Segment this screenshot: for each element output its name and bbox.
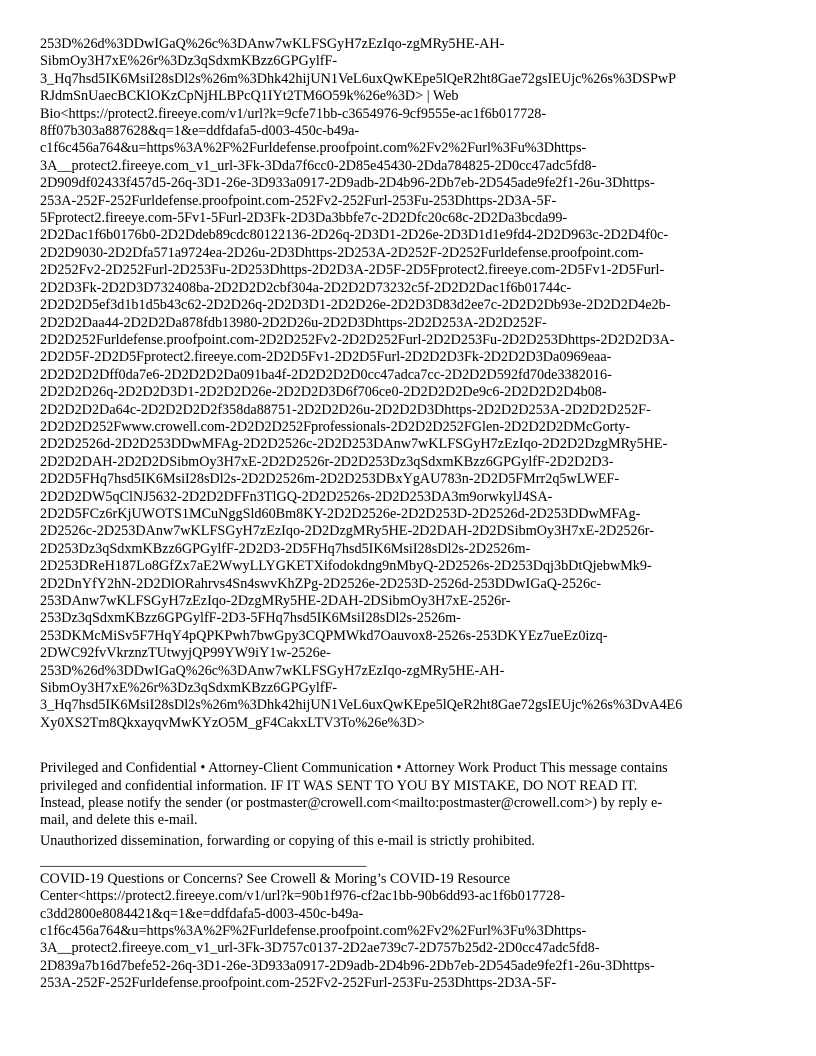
- confidentiality-notice: [40, 760, 776, 830]
- text-line: 8ff07b303a887628&q=1&e=ddfdafa5-d003-450c-b49a-: [40, 123, 360, 140]
- text-line: 2D252Fv2-2D252Furl-2D253Fu-2D253Dhttps-2D2D3A-2D5F-2D5Fprotect2.fireeye.com-2D5Fv1-2D5Furl-: [40, 262, 665, 279]
- text-line: 2D2D5FCz6rKjUWOTS1MCuNggSld60Bm8KY-2D2D2526e-2D2D253D-2D2526d-2D253DDwMFAg-: [40, 505, 641, 522]
- text-line: 3A__protect2.fireeye.com_v1_url-3Fk-3D757c0137-2D2ae739c7-2D757b25d2-2D0cc47adc5fd8-: [40, 940, 600, 957]
- text-line: 2D2526c-2D253DAnw7wKLFSGyH7zEzIqo-2D2DzgMRy5HE-2D2DAH-2D2DSibmOy3H7xE-2D2526r-: [40, 523, 654, 540]
- text-line: Center<https://protect2.fireeye.com/v1/url?k=90b1f976-cf2ac1bb-90b6dd93-ac1f6b017728-: [40, 888, 566, 905]
- text-line: SibmOy3H7xE%26r%3Dz3qSdxmKBzz6GPGylfF-: [40, 680, 338, 697]
- text-line: privileged and confidential information. IF IT WAS SENT TO YOU BY MISTAKE, DO NOT READ IT.: [40, 777, 638, 794]
- text-line: 253DAnw7wKLFSGyH7zEzIqo-2DzgMRy5HE-2DAH-2DSibmOy3H7xE-2526r-: [40, 593, 511, 609]
- text-line: c3dd2800e8084421&q=1&e=ddfdafa5-d003-450c-b49a-: [40, 905, 364, 922]
- underscore-divider: ______________________________________________: [40, 853, 367, 870]
- text-line: 2D2D2D5ef3d1b1d5b43c62-2D2D26q-2D2D3D1-2D2D26e-2D2D3D83d2ee7c-2D2D2Db93e-2D2D2D4e2b-: [40, 297, 671, 314]
- text-line: 253A-252F-252Furldefense.proofpoint.com-252Fv2-252Furl-253Fu-253Dhttps-2D3A-5F-: [40, 192, 557, 209]
- text-line: c1f6c456a764&u=https%3A%2F%2Furldefense.proofpoint.com%2Fv2%2Furl%3Fu%3Dhttps-: [40, 140, 587, 157]
- text-line: mail, and delete this e-mail.: [40, 812, 198, 829]
- text-line: 2D253DReH187Lo8GfZx7aE2WwyLLYGKETXifodokdng9nMbyQ-2D2526s-2D253Dqj3bDtQjebwMk9-: [40, 558, 652, 575]
- text-line: 3_Hq7hsd5IK6MsiI28sDl2s%26m%3Dhk42hijUN1VeL6uxQwKEpe5lQeR2ht8Gae72gsIEUjc%26s%3DvA4E6: [40, 697, 683, 714]
- text-line: Bio<https://protect2.fireeye.com/v1/url?k=9cfe71bb-c3654976-9cf9555e-ac1f6b017728-: [40, 105, 547, 122]
- text-line: 2D2D2Daa44-2D2D2Da878fdb13980-2D2D26u-2D2D3Dhttps-2D2D253A-2D2D252F-: [40, 314, 547, 331]
- covid-resource-notice: [40, 871, 776, 993]
- text-line: 2D2D2526d-2D2D253DDwMFAg-2D2D2526c-2D2D253DAnw7wKLFSGyH7zEzIqo-2D2D2DzgMRy5HE-: [40, 436, 668, 453]
- text-line: 2D2D2D2Dff0da7e6-2D2D2D2Da091ba4f-2D2D2D2D0cc47adca7cc-2D2D2D592fd70de3382016-: [40, 366, 612, 383]
- text-line: 2D2D5F-2D2D5Fprotect2.fireeye.com-2D2D5Fv1-2D2D5Furl-2D2D2D3Fk-2D2D2D3Da0969eaa-: [40, 349, 612, 366]
- encoded-url-block: [40, 36, 776, 732]
- unauthorized-notice: [40, 833, 776, 850]
- text-line: 2D2DnYfY2hN-2D2DlORahrvs4Sn4swvKhZPg-2D2526e-2D253D-2526d-253DDwIGaQ-2526c-: [40, 575, 602, 592]
- text-line: 2D2D2D252Fwww.crowell.com-2D2D2D252Fprofessionals-2D2D2D252FGlen-2D2D2D2DMcGorty-: [40, 418, 631, 435]
- text-line: 5Fprotect2.fireeye.com-5Fv1-5Furl-2D3Fk-2D3Da3bbfe7c-2D2Dfc20c68c-2D2Da3bcda99-: [40, 210, 568, 227]
- text-line: SibmOy3H7xE%26r%3Dz3qSdxmKBzz6GPGylfF-: [40, 53, 338, 70]
- text-line: COVID-19 Questions or Concerns? See Crowell & Moring’s COVID-19 Resource: [40, 870, 511, 887]
- text-line: Unauthorized dissemination, forwarding or copying of this e-mail is strictly prohibited.: [40, 832, 535, 849]
- text-line: 253A-252F-252Furldefense.proofpoint.com-252Fv2-252Furl-253Fu-253Dhttps-2D3A-5F-: [40, 975, 557, 992]
- text-line: Xy0XS2Tm8QkxayqvMwKYzO5M_gF4CakxLTV3To%26e%3D>: [40, 714, 425, 731]
- text-line: 253D%26d%3DDwIGaQ%26c%3DAnw7wKLFSGyH7zEzIqo-zgMRy5HE-AH-: [40, 36, 505, 52]
- text-line: 3_Hq7hsd5IK6MsiI28sDl2s%26m%3Dhk42hijUN1VeL6uxQwKEpe5lQeR2ht8Gae72gsIEUjc%26s%3DSPwP: [40, 70, 677, 87]
- text-line: 2D2Dac1f6b0176b0-2D2Ddeb89cdc80122136-2D26q-2D3D1-2D26e-2D3D1d1e9fd4-2D2D963c-2D2D4f0c-: [40, 227, 669, 244]
- text-line: 2D909df02433f457d5-26q-3D1-26e-3D933a0917-2D9adb-2D4b96-2Db7eb-2D545ade9fe2f1-26u-3Dhttps-: [40, 175, 655, 192]
- text-line: 2D2D9030-2D2Dfa571a9724ea-2D26u-2D3Dhttps-2D253A-2D252F-2D252Furldefense.proofpoint.com-: [40, 244, 644, 261]
- text-line: 253Dz3qSdxmKBzz6GPGylfF-2D3-5FHq7hsd5IK6MsiI28sDl2s-2526m-: [40, 610, 461, 627]
- text-line: 2D253Dz3qSdxmKBzz6GPGylfF-2D2D3-2D5FHq7hsd5IK6MsiI28sDl2s-2D2526m-: [40, 540, 531, 557]
- text-line: RJdmSnUaecBCKlOKzCpNjHLBPcQ1IYt2TM6O59k%26e%3D> | Web: [40, 88, 459, 105]
- text-line: Instead, please notify the sender (or postmaster@crowell.com<mailto:postmaster@crowell.com>) by reply e-: [40, 795, 663, 812]
- text-line: Privileged and Confidential • Attorney-Client Communication • Attorney Work Product This message contains: [40, 760, 668, 777]
- text-line: 3A__protect2.fireeye.com_v1_url-3Fk-3Dda7f6cc0-2D85e45430-2Dda784825-2D0cc47adc5fd8-: [40, 157, 597, 174]
- text-line: 2D2D2D2Da64c-2D2D2D2D2f358da88751-2D2D2D26u-2D2D2D3Dhttps-2D2D2D253A-2D2D2D252F-: [40, 401, 651, 418]
- text-line: 2D2D252Furldefense.proofpoint.com-2D2D252Fv2-2D2D252Furl-2D2D253Fu-2D2D253Dhttps-2D2D2D3A-: [40, 331, 675, 348]
- text-line: 2DWC92fvVkrznzTUtwyjQP99YW9iY1w-2526e-: [40, 645, 331, 662]
- text-line: 2D2D2DW5qClNJ5632-2D2D2DFFn3TlGQ-2D2D2526s-2D2D253DA3m9orwkylJ4SA-: [40, 488, 553, 505]
- text-line: 2D2D5FHq7hsd5IK6MsiI28sDl2s-2D2D2526m-2D2D253DBxYgAU783n-2D2D5FMrr2q5wLWEF-: [40, 471, 620, 488]
- text-line: 253DKMcMiSv5F7HqY4pQPKPwh7bwGpy3CQPMWkd7Oauvox8-2526s-253DKYEz7ueEz0izq-: [40, 627, 608, 644]
- text-line: 2D2D3Fk-2D2D3D732408ba-2D2D2D2cbf304a-2D2D2D73232c5f-2D2D2Dac1f6b01744c-: [40, 279, 572, 296]
- text-line: c1f6c456a764&u=https%3A%2F%2Furldefense.proofpoint.com%2Fv2%2Furl%3Fu%3Dhttps-: [40, 922, 587, 939]
- text-line: 2D2D2DAH-2D2D2DSibmOy3H7xE-2D2D2526r-2D2D253Dz3qSdxmKBzz6GPGylfF-2D2D2D3-: [40, 453, 614, 470]
- text-line: 253D%26d%3DDwIGaQ%26c%3DAnw7wKLFSGyH7zEzIqo-zgMRy5HE-AH-: [40, 662, 505, 679]
- text-line: 2D839a7b16d7befe52-26q-3D1-26e-3D933a0917-2D9adb-2D4b96-2Db7eb-2D545ade9fe2f1-26u-3Dhttps-: [40, 957, 655, 974]
- text-line: 2D2D2D26q-2D2D2D3D1-2D2D2D26e-2D2D2D3D6f706ce0-2D2D2D2De9c6-2D2D2D2D4b08-: [40, 384, 607, 401]
